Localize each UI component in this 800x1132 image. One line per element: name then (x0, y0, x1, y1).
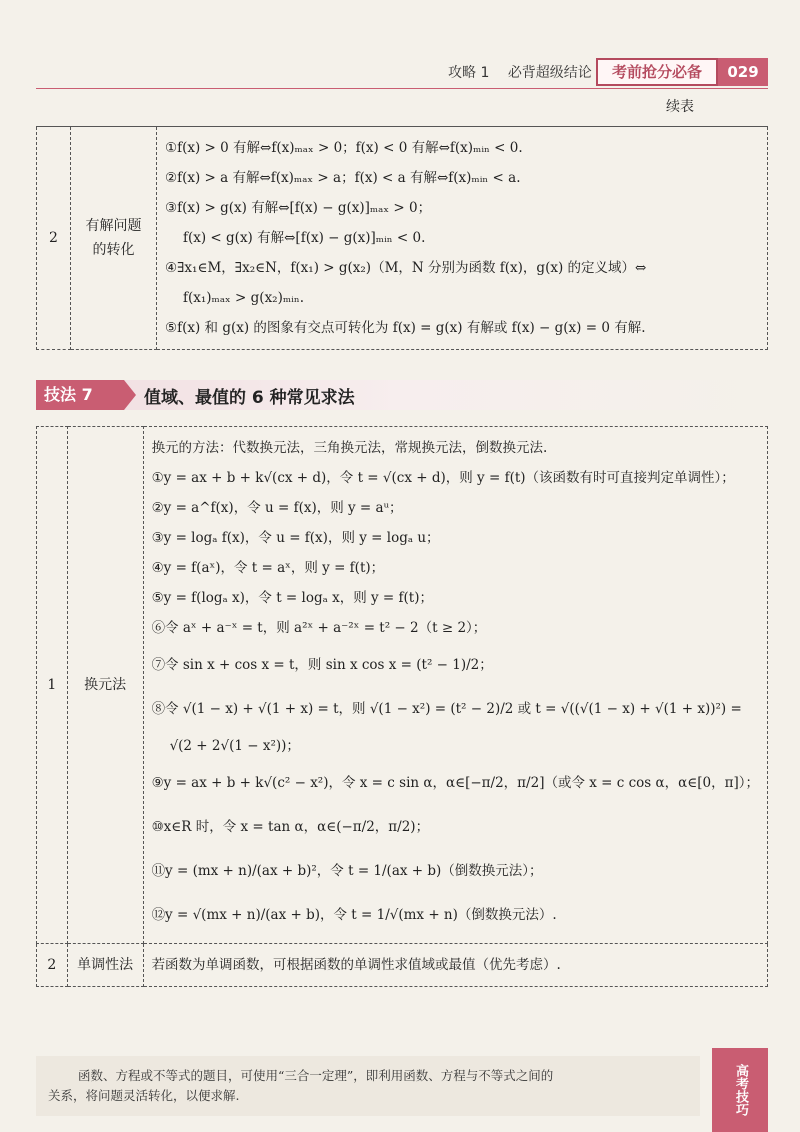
formula-line: ③f(x) > g(x) 有解⇔[f(x) − g(x)]ₘₐₓ > 0； (165, 200, 432, 216)
section-title: 值域、最值的 6 种常见求法 (144, 388, 355, 408)
formula-line: ⑧令 √(1 − x) + √(1 + x) = t，则 √(1 − x²) = (t² − 2)/2 或 t = √((√(1 − x) + √(1 + x))²) = (151, 701, 742, 717)
formula-line: ⑪y = (mx + n)/(ax + b)²，令 t = 1/(ax + b)（倒数换元法）； (151, 863, 543, 879)
formula-line: ①y = ax + b + k√(cx + d)，令 t = √(cx + d)，则 y = f(t)（该函数有时可直接判定单调性）； (151, 470, 735, 486)
table-continued (36, 126, 768, 350)
header-section: 攻略 1 (448, 65, 490, 81)
row-content (157, 127, 768, 350)
row-content (143, 427, 767, 944)
table-row (37, 944, 768, 987)
header-badge: 考前抢分必备 (596, 58, 718, 86)
formula-line: √(2 + 2√(1 − x²))； (169, 738, 300, 754)
page-number: 029 (718, 58, 768, 86)
row-name-line2: 的转化 (92, 242, 135, 258)
note-line2: 关系，将问题灵活转化，以便求解. (48, 1088, 240, 1103)
formula-line: f(x) < g(x) 有解⇔[f(x) − g(x)]ₘᵢₙ < 0. (183, 230, 426, 246)
table-row (37, 127, 768, 350)
row-content (143, 944, 767, 987)
formula-line: ⑦令 sin x + cos x = t，则 sin x cos x = (t² − 1)/2； (151, 657, 493, 673)
formula-line: 换元的方法：代数换元法，三角换元法，常规换元法，倒数换元法. (151, 440, 548, 456)
formula-line: ②f(x) > a 有解⇔f(x)ₘₐₓ > a；f(x) < a 有解⇔f(x)ₘᵢₙ < a. (165, 170, 521, 186)
header-rule (36, 88, 768, 89)
side-tab: 高考技巧 (712, 1048, 768, 1132)
formula-line: ⑫y = √(mx + n)/(ax + b)，令 t = 1/√(mx + n)（倒数换元法）. (151, 907, 557, 923)
formula-line: ③y = logₐ f(x)，令 u = f(x)，则 y = logₐ u； (151, 530, 440, 546)
row-number: 2 (37, 127, 71, 350)
formula-line: ⑤f(x) 和 g(x) 的图象有交点可转化为 f(x) = g(x) 有解或 f(x) − g(x) = 0 有解. (165, 320, 646, 336)
formula-line: 若函数为单调函数，可根据函数的单调性求值域或最值（优先考虑）. (151, 957, 561, 973)
note-line1: 函数、方程或不等式的题目，可使用“三合一定理”，即利用函数、方程与不等式之间的 (78, 1068, 554, 1083)
formula-line: ⑤y = f(logₐ x)，令 t = logₐ x，则 y = f(t)； (151, 590, 433, 606)
formula-line: f(x₁)ₘₐₓ > g(x₂)ₘᵢₙ. (183, 290, 304, 306)
row-number: 1 (37, 427, 68, 944)
formula-line: ⑥令 aˣ + a⁻ˣ = t，则 a²ˣ + a⁻²ˣ = t² − 2（t ≥ 2）； (151, 620, 487, 636)
row-name-line1: 有解问题 (85, 218, 142, 234)
row-number: 2 (37, 944, 68, 987)
tag-arrow-icon (124, 380, 136, 410)
table-row (37, 427, 768, 944)
formula-line: ④y = f(aˣ)，令 t = aˣ，则 y = f(t)； (151, 560, 385, 576)
formula-line: ④∃x₁∈M，∃x₂∈N，f(x₁) > g(x₂)（M，N 分别为函数 f(x)，g(x) 的定义域）⇔ (165, 260, 647, 276)
footer-note (36, 1056, 700, 1116)
continued-label: 续表 (666, 99, 694, 115)
formula-line: ②y = a^f(x)，令 u = f(x)，则 y = aᵘ； (151, 500, 403, 516)
formula-line: ⑨y = ax + b + k√(c² − x²)，令 x = c sin α，α∈[−π/2，π/2]（或令 x = c cos α，α∈[0，π]）； (151, 775, 759, 791)
formula-line: ⑩x∈R 时，令 x = tan α，α∈(−π/2，π/2)； (151, 819, 430, 835)
row-name: 换元法 (67, 427, 143, 944)
row-name: 单调性法 (67, 944, 143, 987)
header-subtitle: 必背超级结论 (507, 65, 592, 81)
table-methods (36, 426, 768, 987)
section-tag: 技法 7 (36, 380, 124, 410)
formula-line: ①f(x) > 0 有解⇔f(x)ₘₐₓ > 0；f(x) < 0 有解⇔f(x)ₘᵢₙ < 0. (165, 140, 523, 156)
header-text (448, 62, 606, 82)
page-header (0, 58, 800, 88)
row-name (71, 127, 157, 350)
section-banner (36, 380, 768, 410)
